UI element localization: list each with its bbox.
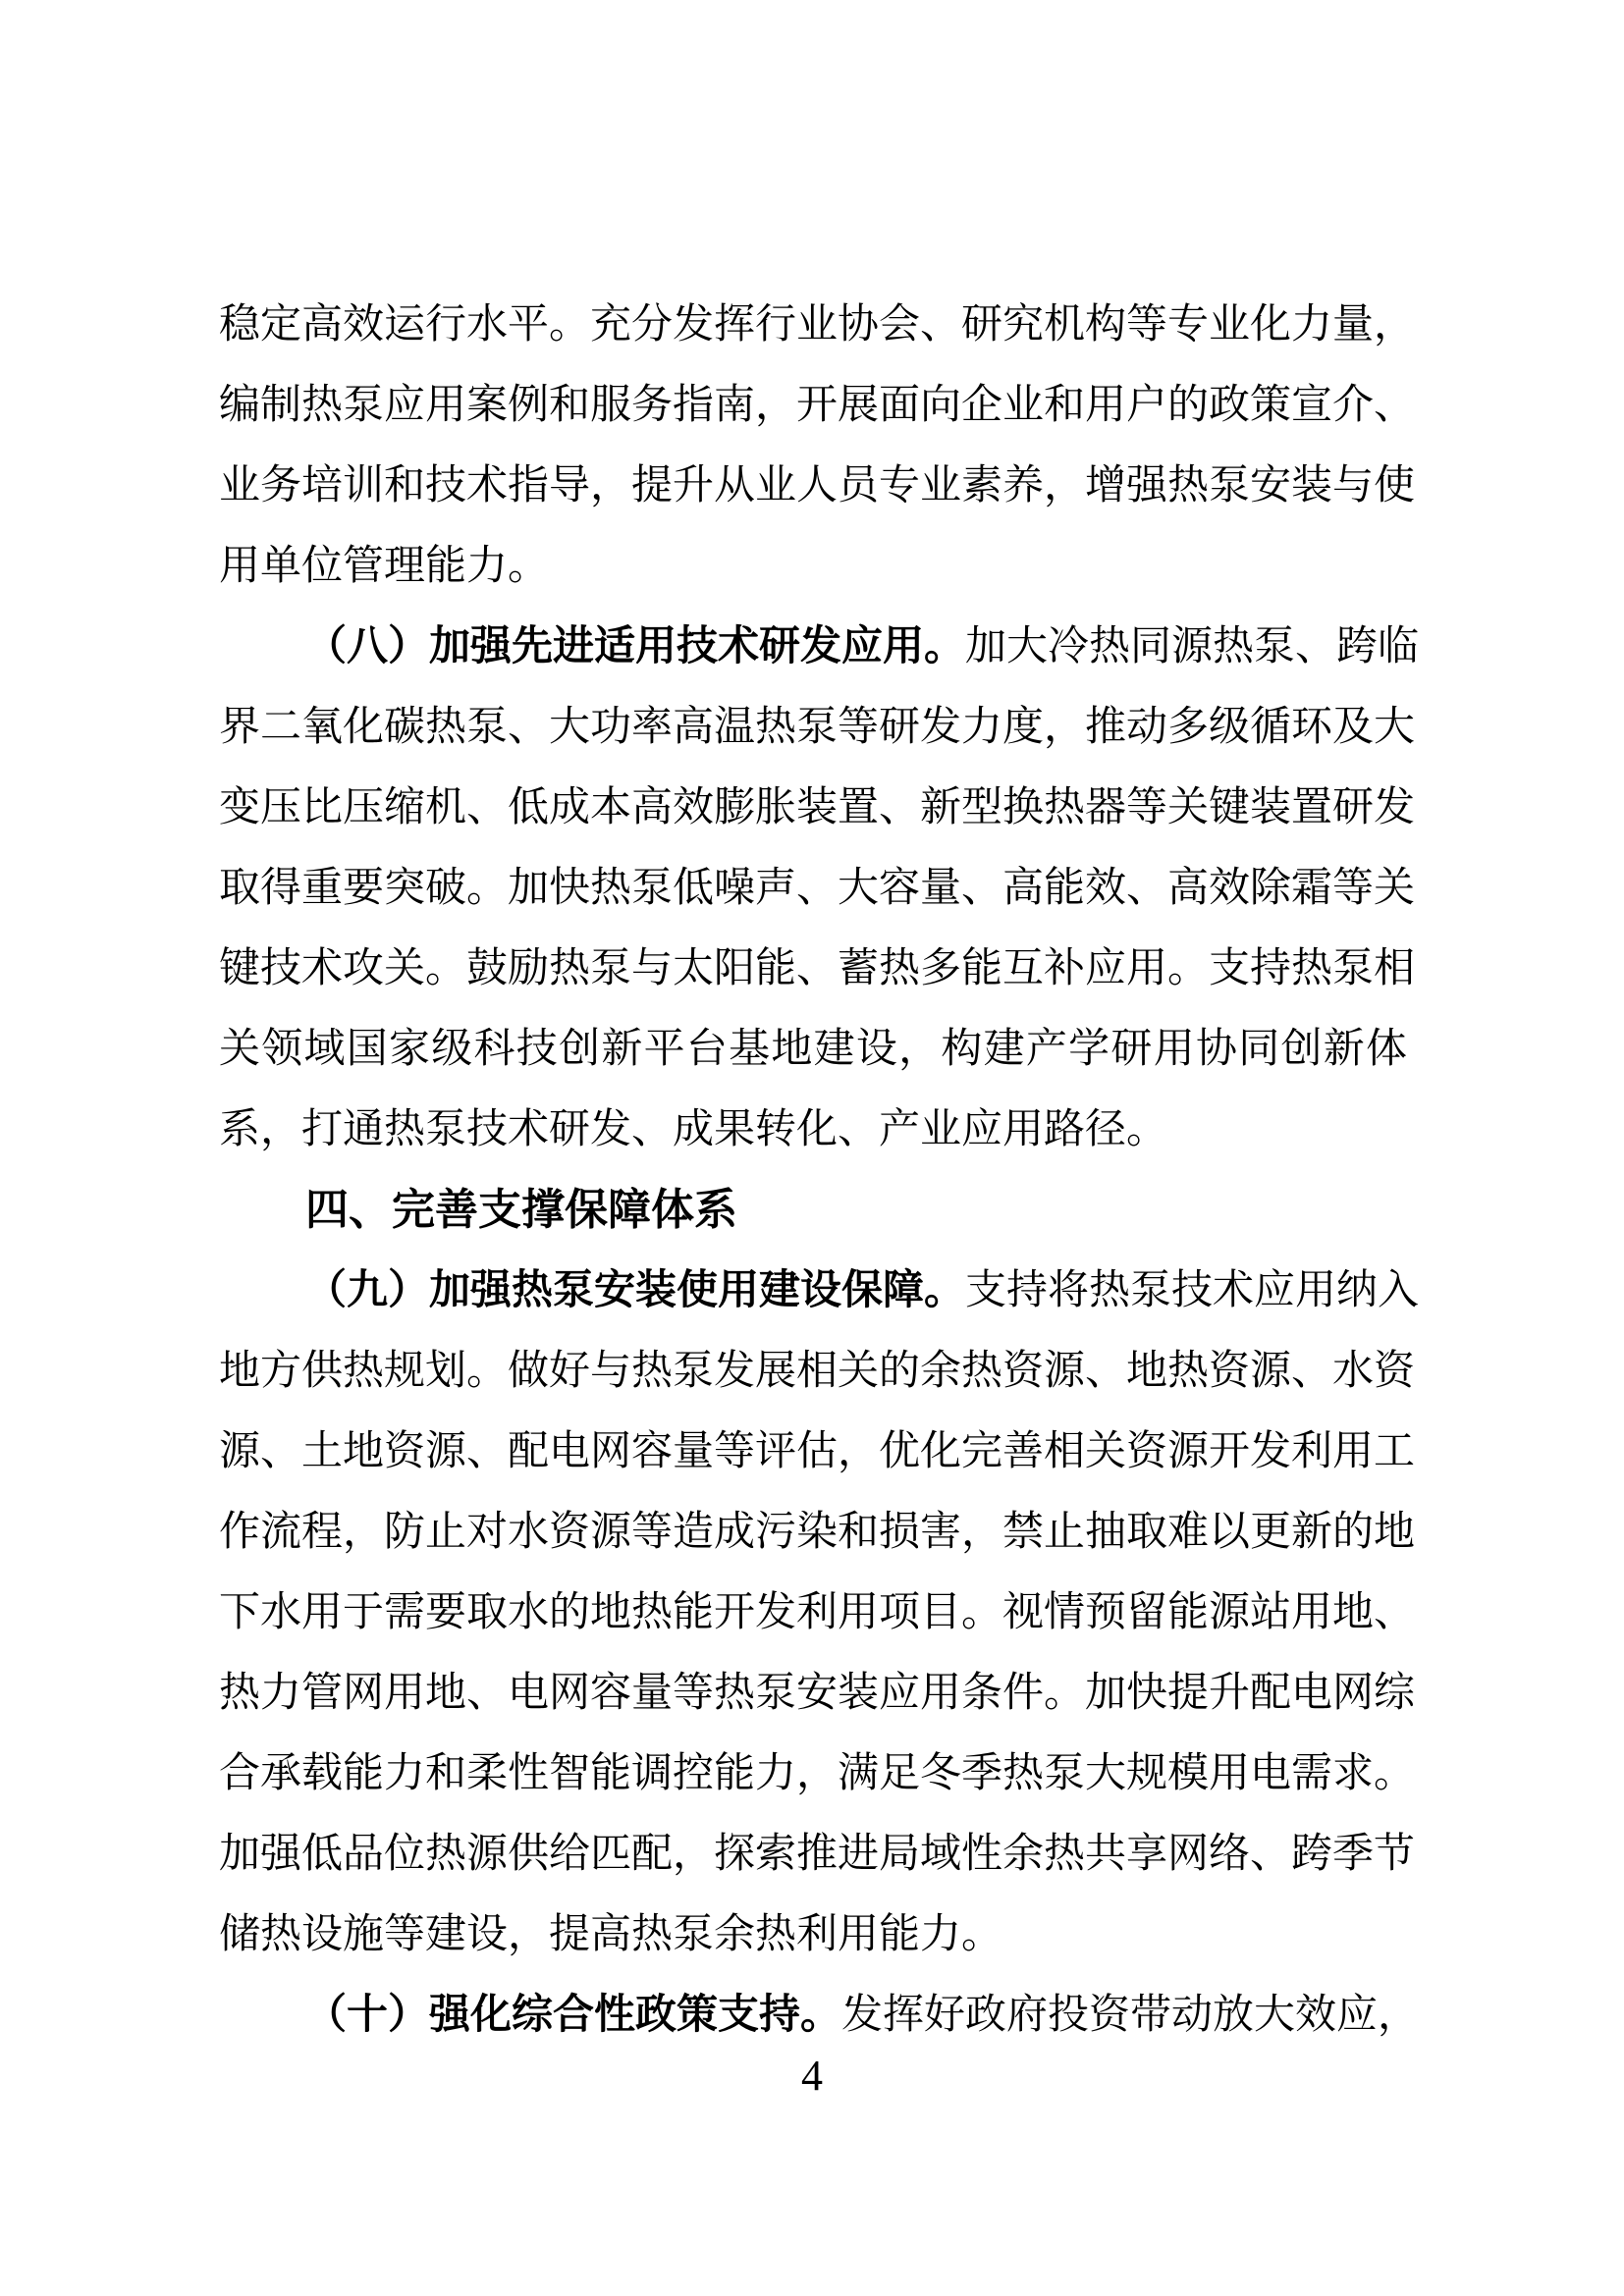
document-line: 稳定高效运行水平。充分发挥行业协会、研究机构等专业化力量， [219, 302, 1416, 347]
document-line: 用单位管理能力。 [219, 544, 550, 589]
document-line: 合承载能力和柔性智能调控能力，满足冬季热泵大规模用电需求。 [219, 1751, 1416, 1796]
document-line: 业务培训和技术指导，提升从业人员专业素养，增强热泵安装与使 [219, 463, 1416, 508]
section-heading: 四、完善支撑保障体系 [305, 1186, 737, 1234]
document-line: 编制热泵应用案例和服务指南，开展面向企业和用户的政策宣介、 [219, 383, 1416, 428]
document-line: 热力管网用地、电网容量等热泵安装应用条件。加快提升配电网综 [219, 1671, 1416, 1716]
document-line: （九）加强热泵安装使用建设保障。支持将热泵技术应用纳入 [305, 1268, 1420, 1313]
document-line: 系，打通热泵技术研发、成果转化、产业应用路径。 [219, 1107, 1168, 1152]
document-line: （八）加强先进适用技术研发应用。加大冷热同源热泵、跨临 [305, 624, 1420, 669]
document-line: 关领域国家级科技创新平台基地建设，构建产学研用协同创新体 [219, 1027, 1407, 1072]
document-line: 加强低品位热源供给匹配，探索推进局域性余热共享网络、跨季节 [219, 1832, 1416, 1877]
document-line: 储热设施等建设，提高热泵余热利用能力。 [219, 1912, 1003, 1957]
document-body [219, 285, 1420, 2056]
document-line: 作流程，防止对水资源等造成污染和损害，禁止抽取难以更新的地 [219, 1510, 1416, 1555]
document-line: 键技术攻关。鼓励热泵与太阳能、蓄热多能互补应用。支持热泵相 [219, 946, 1416, 991]
document-line: 取得重要突破。加快热泵低噪声、大容量、高能效、高效除霜等关 [219, 866, 1416, 911]
document-line: 源、土地资源、配电网容量等评估，优化完善相关资源开发利用工 [219, 1429, 1416, 1474]
document-line: 界二氧化碳热泵、大功率高温热泵等研发力度，推动多级循环及大 [219, 705, 1416, 750]
paragraph-title: （八）加强先进适用技术研发应用。 [305, 624, 966, 669]
document-line: （十）强化综合性政策支持。发挥好政府投资带动放大效应， [305, 1993, 1420, 2038]
page-number: 4 [801, 2052, 823, 2100]
document-line: 变压比压缩机、低成本高效膨胀装置、新型换热器等关键装置研发 [219, 785, 1416, 830]
document-line: 下水用于需要取水的地热能开发利用项目。视情预留能源站用地、 [219, 1590, 1416, 1635]
paragraph-title: （十）强化综合性政策支持。 [305, 1993, 842, 2038]
paragraph-title: （九）加强热泵安装使用建设保障。 [305, 1268, 966, 1313]
document-line: 地方供热规划。做好与热泵发展相关的余热资源、地热资源、水资 [219, 1349, 1416, 1394]
